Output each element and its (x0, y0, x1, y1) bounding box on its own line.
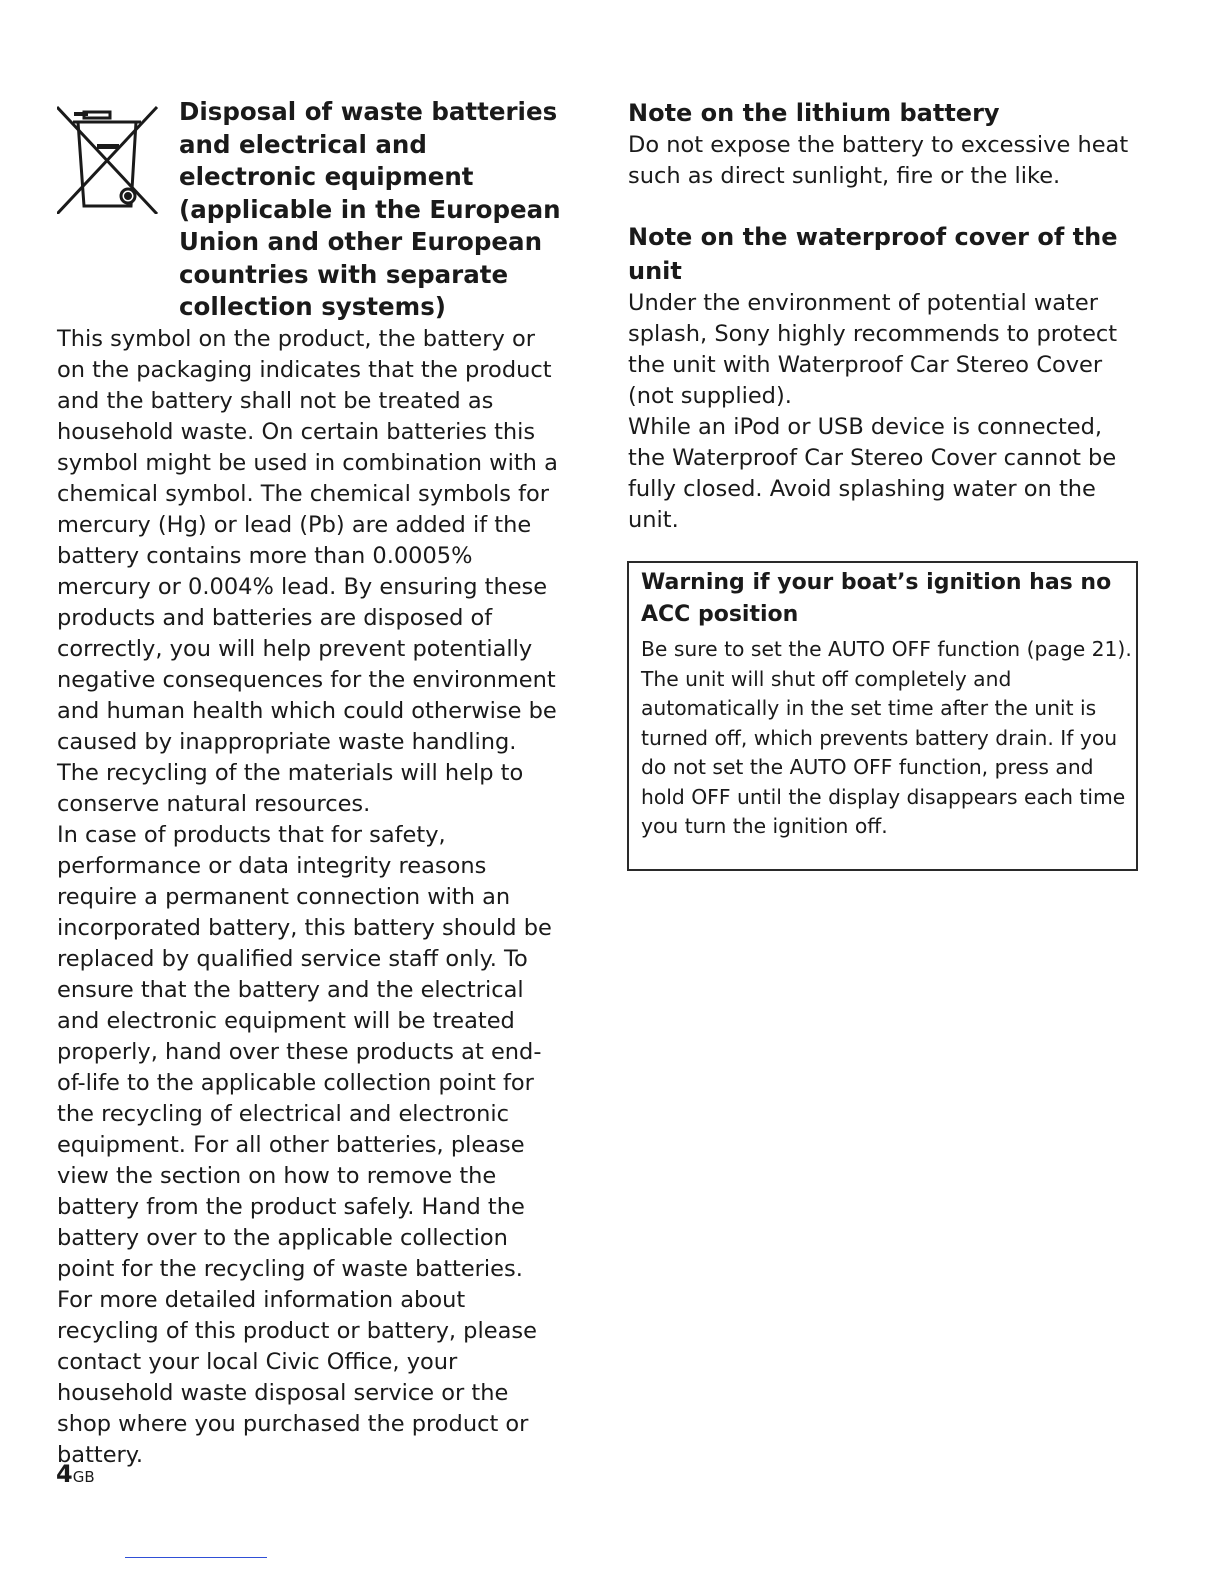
page-number (56, 1460, 95, 1488)
weee-section (57, 96, 565, 324)
footer-divider (125, 1557, 267, 1558)
waterproof-paragraph-1: Under the environment of potential water splash, Sony highly recommends to protect the unit with Waterproof Car Stereo Cover (not supplied). (628, 290, 1118, 409)
lithium-text: Do not expose the battery to excessive heat such as direct sunlight, fire or the like. (628, 132, 1129, 189)
weee-paragraph-2: In case of products that for safety, performance or data integrity reasons require a permanent connection with an incorporated battery, this battery should be replaced by qualified service staff only. To ensure that the battery and the electrical and electronic equipment will be treated properly, hand over these products at end-of-life to the applicable collection point for the recycling of electrical and electronic equipment. For all other batteries, please view the section on how to remove the battery from the product safely. Hand the battery over to the applicable collection point for the recycling of waste batteries. For more detailed information about recycling of this product or battery, please contact your local Civic Office, your household waste disposal service or the shop where you purchased the product or battery. (57, 821, 552, 1468)
right-column (628, 96, 1143, 536)
page-number-suffix: GB (72, 1468, 95, 1486)
warning-text: Be sure to set the AUTO OFF function (page 21). The unit will shut off completely and automatically in the set time after the unit is turned off, which prevents battery drain. If you do not set the AUTO OFF function, press and hold OFF until the display disappears each time you turn the ignition off. (641, 637, 1132, 838)
waterproof-paragraph-2: While an iPod or USB device is connected, the Waterproof Car Stereo Cover cannot be fully closed. Avoid splashing water on the unit. (628, 414, 1117, 533)
lithium-heading: Note on the lithium battery (628, 99, 1000, 127)
weee-paragraph-1: This symbol on the product, the battery or on the packaging indicates that the product and the battery shall not be treated as household waste. On certain batteries this symbol might be used in combination with a chemical symbol. The chemical symbols for mercury (Hg) or lead (Pb) are added if the battery contains more than 0.0005% mercury or 0.004% lead. By ensuring these products and batteries are disposed of correctly, you will help prevent potentially negative consequences for the environment and human health which could otherwise be caused by inappropriate waste handling. The recycling of the materials will help to conserve natural resources. (57, 325, 558, 817)
waterproof-heading: Note on the waterproof cover of the unit (628, 223, 1118, 285)
warning-box (627, 561, 1138, 871)
page-number-value: 4 (56, 1460, 73, 1488)
crossed-out-wheelie-bin-icon (57, 102, 161, 214)
warning-title: Warning if your boat’s ignition has no ACC position (641, 570, 1112, 627)
left-column (57, 96, 565, 1471)
weee-heading: Disposal of waste batteries and electrical and electronic equipment (applicable in the European Union and other European countries with separate collection systems) (179, 97, 561, 321)
